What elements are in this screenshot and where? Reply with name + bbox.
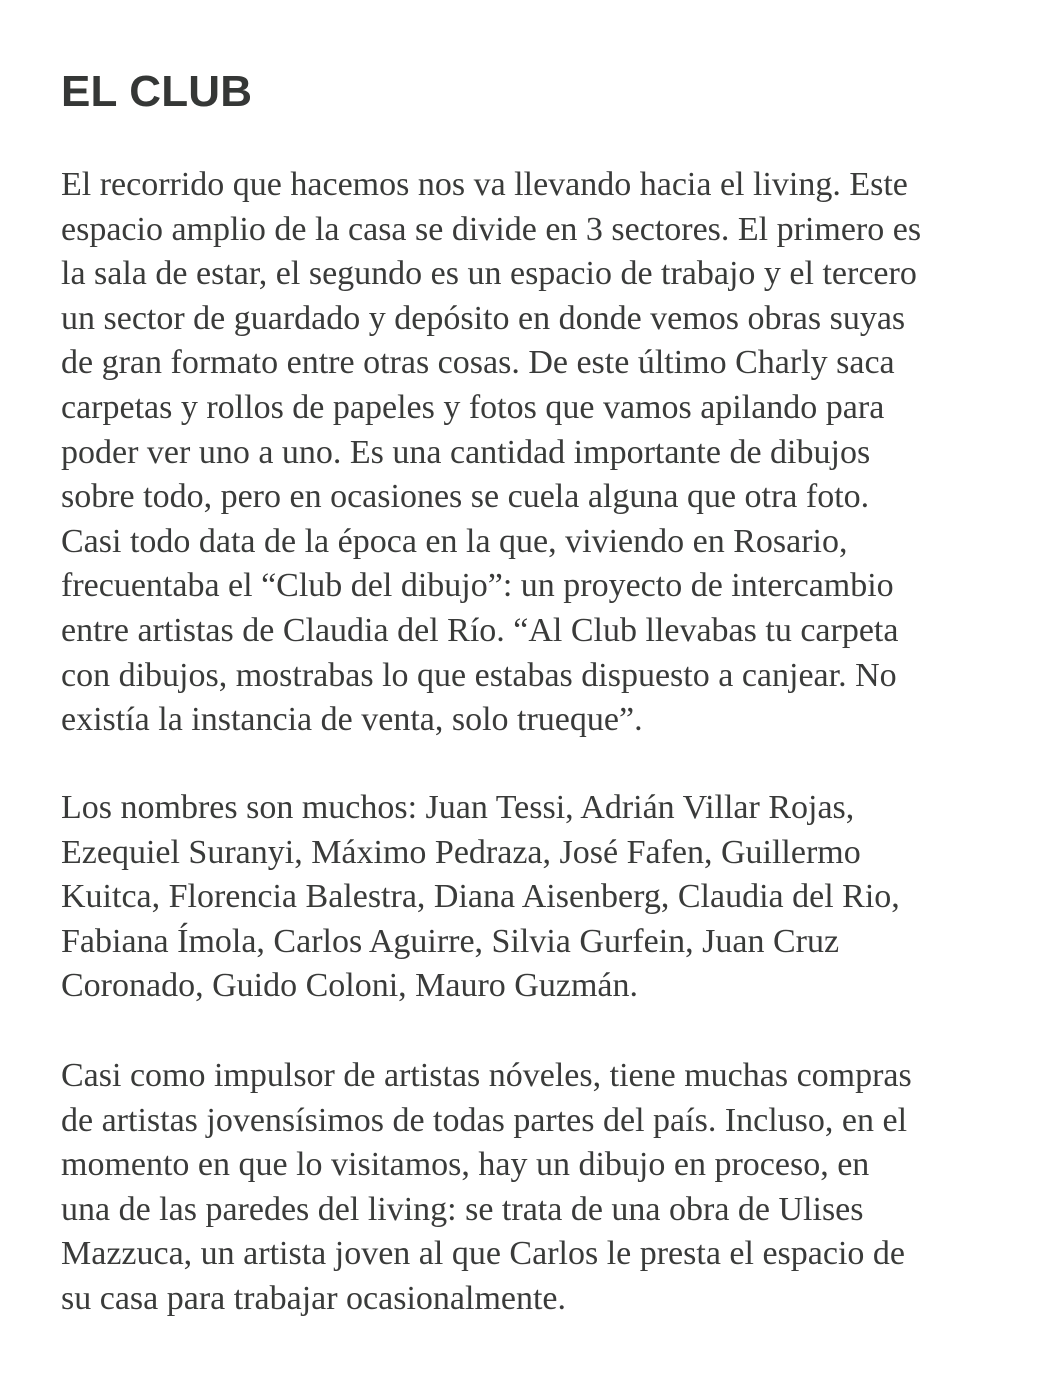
- text-line: Casi todo data de la época en la que, viviendo en Rosario,: [61, 522, 848, 560]
- text-line: Los nombres son muchos: Juan Tessi, Adrián Villar Rojas,: [61, 789, 855, 826]
- text-line: existía la instancia de venta, solo trueque”.: [61, 701, 643, 739]
- text-line: sobre todo, pero en ocasiones se cuela alguna que otra foto.: [61, 478, 870, 516]
- text-line: su casa para trabajar ocasionalmente.: [61, 1279, 567, 1317]
- text-line: poder ver uno a uno. Es una cantidad importante de dibujos: [61, 433, 871, 471]
- paragraph-living-room: [61, 163, 1011, 743]
- text-line: El recorrido que hacemos nos va llevando hacia el living. Este: [61, 166, 908, 203]
- text-line: Casi como impulsor de artistas nóveles, tiene muchas compras: [61, 1057, 912, 1094]
- text-line: Mazzuca, un artista joven al que Carlos le presta el espacio de: [61, 1235, 905, 1273]
- page-title: EL CLUB: [61, 67, 253, 116]
- text-line: con dibujos, mostrabas lo que estabas dispuesto a canjear. No: [61, 656, 897, 694]
- text-line: la sala de estar, el segundo es un espacio de trabajo y el tercero: [61, 255, 917, 293]
- text-line: carpetas y rollos de papeles y fotos que vamos apilando para: [61, 388, 885, 426]
- text-line: espacio amplio de la casa se divide en 3 sectores. El primero es: [61, 210, 922, 248]
- text-line: un sector de guardado y depósito en donde vemos obras suyas: [61, 299, 906, 337]
- text-line: entre artistas de Claudia del Río. “Al Club llevabas tu carpeta: [61, 611, 899, 649]
- text-line: momento en que lo visitamos, hay un dibujo en proceso, en: [61, 1146, 870, 1184]
- text-line: frecuentaba el “Club del dibujo”: un proyecto de intercambio: [61, 567, 894, 605]
- text-line: una de las paredes del living: se trata de una obra de Ulises: [61, 1190, 864, 1228]
- text-line: Ezequiel Suranyi, Máximo Pedraza, José Fafen, Guillermo: [61, 833, 861, 871]
- paragraph-artist-names: [61, 786, 1011, 1009]
- text-line: de artistas jovensísimos de todas partes del país. Incluso, en el: [61, 1101, 908, 1139]
- text-line: de gran formato entre otras cosas. De este último Charly saca: [61, 344, 895, 382]
- text-line: Fabiana Ímola, Carlos Aguirre, Silvia Gurfein, Juan Cruz: [61, 922, 840, 960]
- text-line: Kuitca, Florencia Balestra, Diana Aisenberg, Claudia del Rio,: [61, 878, 900, 916]
- paragraph-young-artists: [61, 1054, 1011, 1322]
- text-line: Coronado, Guido Coloni, Mauro Guzmán.: [61, 967, 638, 1005]
